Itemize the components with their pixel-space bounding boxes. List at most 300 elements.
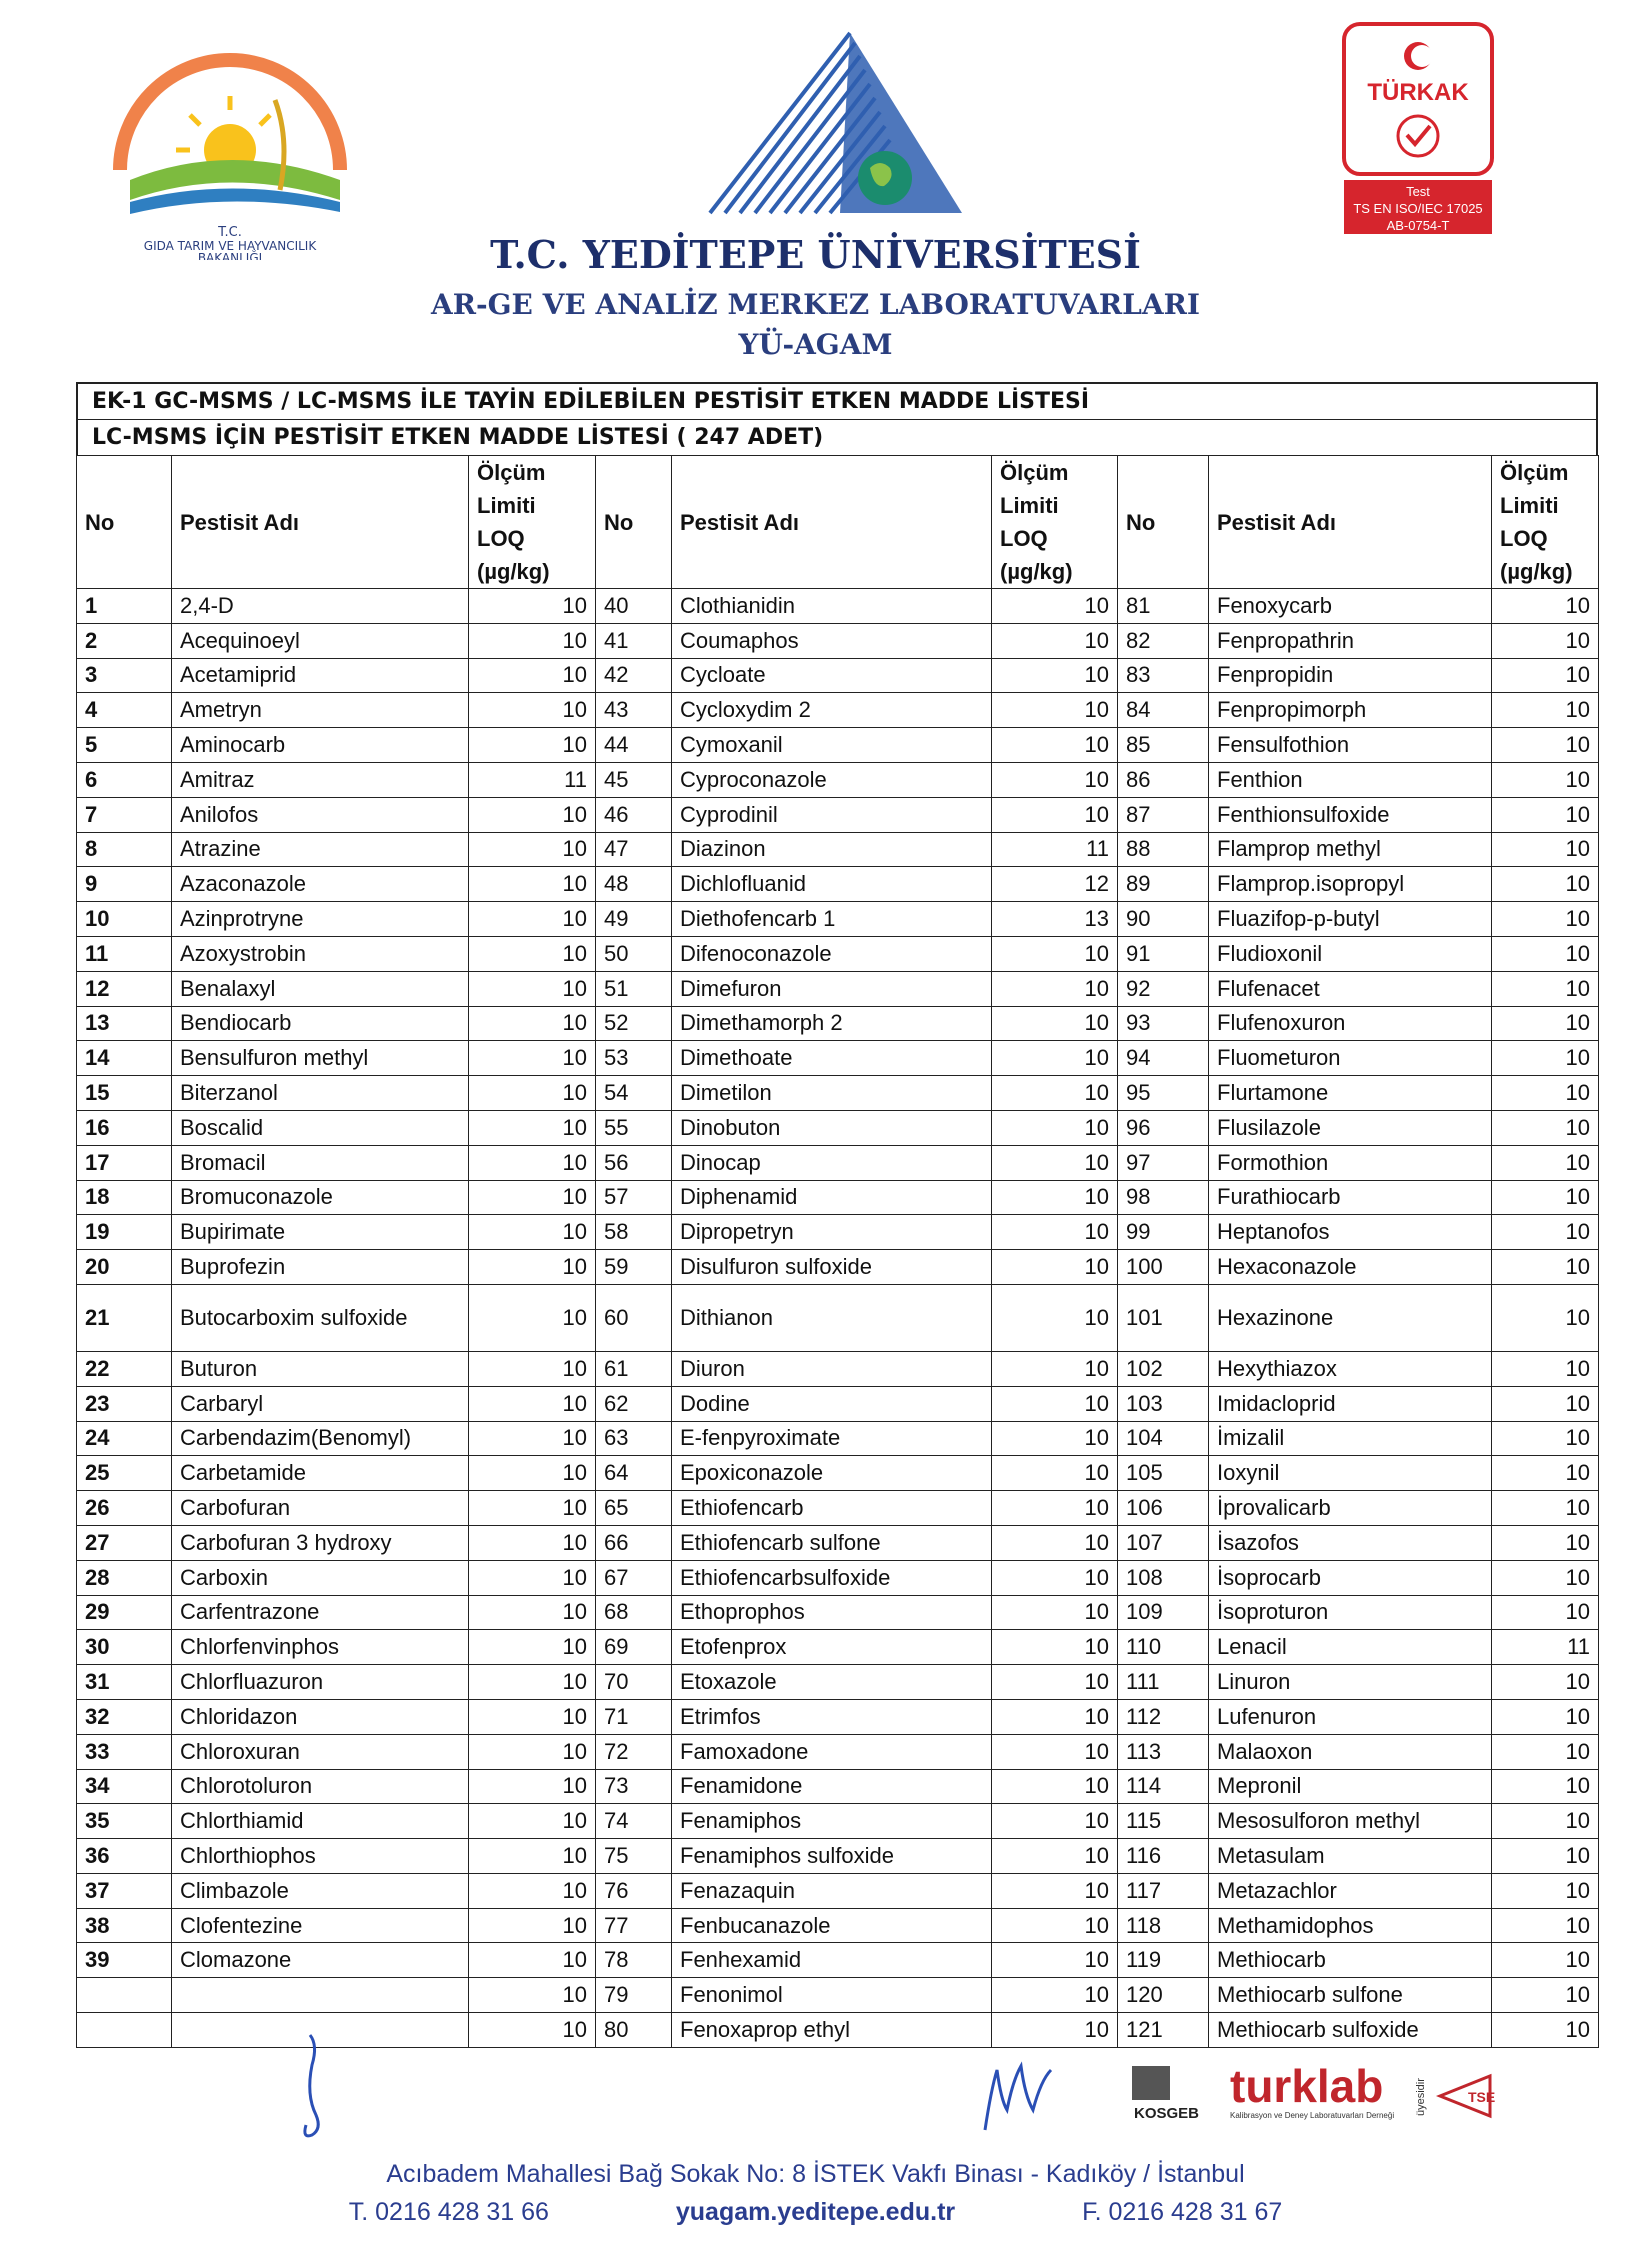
cell-no: 63 bbox=[596, 1421, 672, 1456]
table-row bbox=[77, 1525, 1599, 1560]
cell-loq: 10 bbox=[469, 1180, 596, 1215]
cell-pesticide-name: Carfentrazone bbox=[172, 1595, 469, 1630]
table-row bbox=[77, 1215, 1599, 1250]
cell-pesticide-name: Ethoprophos bbox=[672, 1595, 992, 1630]
table-row bbox=[77, 1665, 1599, 1700]
cell-pesticide-name: Carbofuran bbox=[172, 1491, 469, 1526]
cell-no: 37 bbox=[77, 1873, 172, 1908]
cell-pesticide-name: İprovalicarb bbox=[1209, 1491, 1492, 1526]
cell-pesticide-name: Disulfuron sulfoxide bbox=[672, 1250, 992, 1285]
cell-no: 77 bbox=[596, 1908, 672, 1943]
cell-loq: 10 bbox=[992, 1734, 1118, 1769]
cell-no: 31 bbox=[77, 1665, 172, 1700]
cell-loq: 10 bbox=[992, 1006, 1118, 1041]
table-row bbox=[77, 1180, 1599, 1215]
cell-no: 91 bbox=[1118, 936, 1209, 971]
cell-no: 104 bbox=[1118, 1421, 1209, 1456]
cell-pesticide-name: Carbofuran 3 hydroxy bbox=[172, 1525, 469, 1560]
col-header-no: No bbox=[1118, 456, 1209, 589]
cell-pesticide-name: Methiocarb sulfone bbox=[1209, 1978, 1492, 2013]
cell-loq: 10 bbox=[1492, 623, 1599, 658]
cell-pesticide-name: Fenpropidin bbox=[1209, 658, 1492, 693]
cell-no: 97 bbox=[1118, 1145, 1209, 1180]
cell-pesticide-name: Azoxystrobin bbox=[172, 936, 469, 971]
table-row bbox=[77, 589, 1599, 624]
cell-no: 80 bbox=[596, 2013, 672, 2048]
cell-pesticide-name: Hexazinone bbox=[1209, 1284, 1492, 1351]
table-row bbox=[77, 1041, 1599, 1076]
cell-pesticide-name: E-fenpyroximate bbox=[672, 1421, 992, 1456]
cell-pesticide-name: Dinocap bbox=[672, 1145, 992, 1180]
cell-no: 2 bbox=[77, 623, 172, 658]
cell-loq: 10 bbox=[469, 693, 596, 728]
cell-loq: 10 bbox=[1492, 1491, 1599, 1526]
cell-no: 81 bbox=[1118, 589, 1209, 624]
cell-pesticide-name: İmizalil bbox=[1209, 1421, 1492, 1456]
cell-loq: 10 bbox=[992, 589, 1118, 624]
cell-loq: 10 bbox=[1492, 589, 1599, 624]
table-row bbox=[77, 1630, 1599, 1665]
cell-no: 120 bbox=[1118, 1978, 1209, 2013]
cell-pesticide-name: Cymoxanil bbox=[672, 728, 992, 763]
cell-loq: 10 bbox=[992, 1665, 1118, 1700]
cell-no: 12 bbox=[77, 971, 172, 1006]
cell-no: 92 bbox=[1118, 971, 1209, 1006]
table-row bbox=[77, 1839, 1599, 1874]
cell-pesticide-name: Difenoconazole bbox=[672, 936, 992, 971]
turkak-logo bbox=[1340, 20, 1500, 240]
turkak-name: TÜRKAK bbox=[1367, 79, 1469, 106]
cell-no: 113 bbox=[1118, 1734, 1209, 1769]
cell-loq: 10 bbox=[992, 1180, 1118, 1215]
cell-no: 108 bbox=[1118, 1560, 1209, 1595]
doc-heading-2: LC-MSMS İÇİN PESTİSİT ETKEN MADDE LİSTESİ ( 247 ADET) bbox=[76, 419, 1598, 455]
table-row bbox=[77, 1110, 1599, 1145]
cell-pesticide-name: Fenbucanazole bbox=[672, 1908, 992, 1943]
cell-pesticide-name: İsoproturon bbox=[1209, 1595, 1492, 1630]
cell-no: 47 bbox=[596, 832, 672, 867]
cell-no: 19 bbox=[77, 1215, 172, 1250]
footer-fax: F. 0216 428 31 67 bbox=[1082, 2198, 1283, 2226]
cell-no: 68 bbox=[596, 1595, 672, 1630]
cell-pesticide-name: Flusilazole bbox=[1209, 1110, 1492, 1145]
cell-pesticide-name: Chlorfenvinphos bbox=[172, 1630, 469, 1665]
cell-loq: 10 bbox=[469, 1525, 596, 1560]
col-header-name: Pestisit Adı bbox=[672, 456, 992, 589]
table-row bbox=[77, 1006, 1599, 1041]
cell-no: 44 bbox=[596, 728, 672, 763]
cell-no: 28 bbox=[77, 1560, 172, 1595]
cell-pesticide-name: Dodine bbox=[672, 1386, 992, 1421]
cell-loq: 11 bbox=[469, 762, 596, 797]
col-header-no: No bbox=[77, 456, 172, 589]
cell-no: 100 bbox=[1118, 1250, 1209, 1285]
cell-loq: 10 bbox=[469, 1351, 596, 1386]
cell-no: 82 bbox=[1118, 623, 1209, 658]
cell-pesticide-name: Carbendazim(Benomyl) bbox=[172, 1421, 469, 1456]
signature-left bbox=[280, 2030, 340, 2140]
cell-loq: 10 bbox=[1492, 1804, 1599, 1839]
cell-loq: 10 bbox=[992, 1421, 1118, 1456]
cell-no: 21 bbox=[77, 1284, 172, 1351]
cell-pesticide-name: Methamidophos bbox=[1209, 1908, 1492, 1943]
cell-no: 13 bbox=[77, 1006, 172, 1041]
cell-pesticide-name: Heptanofos bbox=[1209, 1215, 1492, 1250]
cell-loq: 10 bbox=[1492, 1525, 1599, 1560]
cell-loq: 10 bbox=[469, 589, 596, 624]
cell-pesticide-name: Flamprop methyl bbox=[1209, 832, 1492, 867]
cell-no: 114 bbox=[1118, 1769, 1209, 1804]
cell-no: 18 bbox=[77, 1180, 172, 1215]
lab-subtitle: AR-GE VE ANALİZ MERKEZ LABORATUVARLARI bbox=[431, 288, 1200, 321]
cell-no: 62 bbox=[596, 1386, 672, 1421]
cell-no: 78 bbox=[596, 1943, 672, 1978]
cell-loq: 13 bbox=[992, 902, 1118, 937]
cell-loq: 10 bbox=[1492, 658, 1599, 693]
cell-loq: 10 bbox=[992, 1804, 1118, 1839]
cell-no: 105 bbox=[1118, 1456, 1209, 1491]
cell-pesticide-name: Fenamidone bbox=[672, 1769, 992, 1804]
cell-loq: 10 bbox=[469, 623, 596, 658]
cell-pesticide-name: Dinobuton bbox=[672, 1110, 992, 1145]
kosgeb-text: KOSGEB bbox=[1134, 2105, 1200, 2122]
cell-loq: 10 bbox=[1492, 797, 1599, 832]
cell-pesticide-name: Cyproconazole bbox=[672, 762, 992, 797]
cell-no: 17 bbox=[77, 1145, 172, 1180]
cell-pesticide-name: Bensulfuron methyl bbox=[172, 1041, 469, 1076]
university-title: T.C. YEDİTEPE ÜNİVERSİTESİ bbox=[490, 232, 1141, 277]
cell-loq: 10 bbox=[469, 936, 596, 971]
cell-pesticide-name: Buprofezin bbox=[172, 1250, 469, 1285]
cell-no: 53 bbox=[596, 1041, 672, 1076]
cell-pesticide-name: Carbetamide bbox=[172, 1456, 469, 1491]
cell-no: 118 bbox=[1118, 1908, 1209, 1943]
cell-loq: 10 bbox=[992, 728, 1118, 763]
table-row bbox=[77, 1560, 1599, 1595]
cell-loq: 10 bbox=[469, 2013, 596, 2048]
cell-no: 106 bbox=[1118, 1491, 1209, 1526]
ministry-line3: BAKANLIĞI bbox=[197, 251, 263, 260]
cell-pesticide-name: Flufenoxuron bbox=[1209, 1006, 1492, 1041]
table-row bbox=[77, 1769, 1599, 1804]
cell-no: 57 bbox=[596, 1180, 672, 1215]
cell-loq: 10 bbox=[992, 1525, 1118, 1560]
table-row bbox=[77, 693, 1599, 728]
cell-loq: 10 bbox=[469, 1041, 596, 1076]
cell-no: 90 bbox=[1118, 902, 1209, 937]
cell-loq: 10 bbox=[992, 1215, 1118, 1250]
table-row bbox=[77, 1699, 1599, 1734]
cell-pesticide-name: Lenacil bbox=[1209, 1630, 1492, 1665]
table-row bbox=[77, 832, 1599, 867]
cell-loq: 10 bbox=[469, 1250, 596, 1285]
cell-no: 39 bbox=[77, 1943, 172, 1978]
cell-loq: 10 bbox=[992, 693, 1118, 728]
table-body bbox=[77, 589, 1599, 2048]
cell-no: 38 bbox=[77, 1908, 172, 1943]
cell-loq: 10 bbox=[992, 2013, 1118, 2048]
cell-no: 102 bbox=[1118, 1351, 1209, 1386]
table-row bbox=[77, 1250, 1599, 1285]
university-logo bbox=[700, 28, 970, 218]
cell-no: 85 bbox=[1118, 728, 1209, 763]
cell-loq: 10 bbox=[1492, 1145, 1599, 1180]
cell-loq: 10 bbox=[469, 1076, 596, 1111]
cell-pesticide-name: Clomazone bbox=[172, 1943, 469, 1978]
cell-pesticide-name: Bromuconazole bbox=[172, 1180, 469, 1215]
table-row bbox=[77, 971, 1599, 1006]
cell-pesticide-name: Fenamiphos sulfoxide bbox=[672, 1839, 992, 1874]
cell-pesticide-name: Fenamiphos bbox=[672, 1804, 992, 1839]
cell-pesticide-name: 2,4-D bbox=[172, 589, 469, 624]
cell-no: 54 bbox=[596, 1076, 672, 1111]
cell-no: 29 bbox=[77, 1595, 172, 1630]
cell-no: 88 bbox=[1118, 832, 1209, 867]
cell-no: 111 bbox=[1118, 1665, 1209, 1700]
table-row bbox=[77, 1351, 1599, 1386]
table-header-row bbox=[77, 456, 1599, 589]
cell-no bbox=[77, 2013, 172, 2048]
table-row bbox=[77, 797, 1599, 832]
table-row bbox=[77, 1386, 1599, 1421]
cell-pesticide-name: Ametryn bbox=[172, 693, 469, 728]
footer-website[interactable]: yuagam.yeditepe.edu.tr bbox=[675, 2198, 956, 2226]
cell-no: 61 bbox=[596, 1351, 672, 1386]
cell-no: 101 bbox=[1118, 1284, 1209, 1351]
cell-pesticide-name: Fenthion bbox=[1209, 762, 1492, 797]
cell-no: 73 bbox=[596, 1769, 672, 1804]
cell-pesticide-name: Ethiofencarbsulfoxide bbox=[672, 1560, 992, 1595]
cell-pesticide-name: Fluometuron bbox=[1209, 1041, 1492, 1076]
cell-loq: 10 bbox=[1492, 2013, 1599, 2048]
cell-pesticide-name: Dipropetryn bbox=[672, 1215, 992, 1250]
cell-no: 51 bbox=[596, 971, 672, 1006]
cell-no: 95 bbox=[1118, 1076, 1209, 1111]
cell-no: 26 bbox=[77, 1491, 172, 1526]
cell-loq: 10 bbox=[992, 1560, 1118, 1595]
cell-pesticide-name: Chlorotoluron bbox=[172, 1769, 469, 1804]
cell-loq: 10 bbox=[992, 658, 1118, 693]
table-row bbox=[77, 1595, 1599, 1630]
cell-pesticide-name: Diuron bbox=[672, 1351, 992, 1386]
cell-pesticide-name: Mepronil bbox=[1209, 1769, 1492, 1804]
cell-no: 96 bbox=[1118, 1110, 1209, 1145]
col-header-no: No bbox=[596, 456, 672, 589]
cell-loq: 10 bbox=[469, 1110, 596, 1145]
cell-loq: 10 bbox=[1492, 762, 1599, 797]
cell-no: 70 bbox=[596, 1665, 672, 1700]
table-row bbox=[77, 902, 1599, 937]
cell-pesticide-name: Anilofos bbox=[172, 797, 469, 832]
cell-loq: 10 bbox=[1492, 1110, 1599, 1145]
cell-pesticide-name: Ethiofencarb sulfone bbox=[672, 1525, 992, 1560]
lab-abbreviation: YÜ-AGAM bbox=[738, 328, 893, 361]
cell-pesticide-name: Dimethamorph 2 bbox=[672, 1006, 992, 1041]
cell-pesticide-name: Fenoxaprop ethyl bbox=[672, 2013, 992, 2048]
footer-contact bbox=[0, 2198, 1631, 2227]
cell-no: 117 bbox=[1118, 1873, 1209, 1908]
cell-loq: 10 bbox=[469, 1908, 596, 1943]
cell-no: 22 bbox=[77, 1351, 172, 1386]
ministry-line1: T.C. bbox=[218, 225, 242, 240]
cell-loq: 10 bbox=[992, 1145, 1118, 1180]
cell-pesticide-name: Boscalid bbox=[172, 1110, 469, 1145]
cell-loq: 10 bbox=[469, 1006, 596, 1041]
cell-loq: 10 bbox=[1492, 867, 1599, 902]
cell-pesticide-name: Fenpropimorph bbox=[1209, 693, 1492, 728]
cell-loq: 10 bbox=[1492, 1665, 1599, 1700]
cell-pesticide-name: Ioxynil bbox=[1209, 1456, 1492, 1491]
cell-loq: 10 bbox=[1492, 1041, 1599, 1076]
cell-loq: 10 bbox=[1492, 1215, 1599, 1250]
cell-no: 8 bbox=[77, 832, 172, 867]
cell-no: 79 bbox=[596, 1978, 672, 2013]
table-row bbox=[77, 762, 1599, 797]
cell-loq: 10 bbox=[469, 1215, 596, 1250]
cell-loq: 10 bbox=[469, 867, 596, 902]
cell-loq: 10 bbox=[469, 728, 596, 763]
cell-no: 59 bbox=[596, 1250, 672, 1285]
cell-pesticide-name: Hexythiazox bbox=[1209, 1351, 1492, 1386]
cell-loq: 10 bbox=[1492, 1978, 1599, 2013]
cell-loq: 10 bbox=[469, 658, 596, 693]
cell-loq: 10 bbox=[469, 1943, 596, 1978]
cell-no: 1 bbox=[77, 589, 172, 624]
cell-pesticide-name: Fludioxonil bbox=[1209, 936, 1492, 971]
cell-loq: 10 bbox=[992, 1769, 1118, 1804]
pesticide-table bbox=[76, 455, 1599, 2048]
cell-pesticide-name: Cyprodinil bbox=[672, 797, 992, 832]
cell-no: 84 bbox=[1118, 693, 1209, 728]
cell-no: 74 bbox=[596, 1804, 672, 1839]
cell-no bbox=[77, 1978, 172, 2013]
cell-loq: 10 bbox=[1492, 1943, 1599, 1978]
cell-pesticide-name: Fenonimol bbox=[672, 1978, 992, 2013]
col-header-loq: Ölçüm Limiti LOQ (µg/kg) bbox=[1492, 456, 1599, 589]
footer-phone: T. 0216 428 31 66 bbox=[348, 2198, 549, 2226]
cell-no: 46 bbox=[596, 797, 672, 832]
cell-loq: 10 bbox=[992, 1630, 1118, 1665]
table-row bbox=[77, 867, 1599, 902]
turkak-line1: Test bbox=[1406, 184, 1430, 199]
cell-pesticide-name: Mesosulforon methyl bbox=[1209, 1804, 1492, 1839]
cell-pesticide-name: Linuron bbox=[1209, 1665, 1492, 1700]
cell-no: 42 bbox=[596, 658, 672, 693]
cell-loq: 10 bbox=[469, 1734, 596, 1769]
cell-no: 23 bbox=[77, 1386, 172, 1421]
cell-loq: 10 bbox=[992, 1386, 1118, 1421]
cell-loq: 10 bbox=[1492, 936, 1599, 971]
cell-loq: 10 bbox=[992, 936, 1118, 971]
cell-pesticide-name: Amitraz bbox=[172, 762, 469, 797]
cell-no: 30 bbox=[77, 1630, 172, 1665]
cell-pesticide-name: Bendiocarb bbox=[172, 1006, 469, 1041]
turkak-line3: AB-0754-T bbox=[1386, 218, 1450, 233]
table-row bbox=[77, 1456, 1599, 1491]
cell-pesticide-name: Clofentezine bbox=[172, 1908, 469, 1943]
cell-loq: 10 bbox=[469, 1491, 596, 1526]
cell-pesticide-name: Coumaphos bbox=[672, 623, 992, 658]
cell-loq: 10 bbox=[992, 1351, 1118, 1386]
cell-no: 4 bbox=[77, 693, 172, 728]
cell-pesticide-name: Famoxadone bbox=[672, 1734, 992, 1769]
cell-pesticide-name: Carboxin bbox=[172, 1560, 469, 1595]
table-row bbox=[77, 1491, 1599, 1526]
table-row bbox=[77, 1908, 1599, 1943]
cell-pesticide-name: Dichlofluanid bbox=[672, 867, 992, 902]
cell-loq: 10 bbox=[1492, 1560, 1599, 1595]
cell-loq: 10 bbox=[469, 1873, 596, 1908]
turkak-line2: TS EN ISO/IEC 17025 bbox=[1353, 201, 1483, 216]
cell-loq: 10 bbox=[992, 1873, 1118, 1908]
cell-loq: 10 bbox=[1492, 1595, 1599, 1630]
cell-no: 55 bbox=[596, 1110, 672, 1145]
cell-pesticide-name: İsoprocarb bbox=[1209, 1560, 1492, 1595]
cell-pesticide-name: Flamprop.isopropyl bbox=[1209, 867, 1492, 902]
cell-pesticide-name: Chloroxuran bbox=[172, 1734, 469, 1769]
cell-pesticide-name: Chloridazon bbox=[172, 1699, 469, 1734]
cell-pesticide-name: Dimetilon bbox=[672, 1076, 992, 1111]
cell-loq: 10 bbox=[469, 1699, 596, 1734]
uyesidir-text: üyesidir bbox=[1415, 2078, 1427, 2116]
cell-loq: 10 bbox=[469, 1560, 596, 1595]
cell-loq: 10 bbox=[992, 1908, 1118, 1943]
cell-loq: 10 bbox=[469, 832, 596, 867]
pesticide-table-frame bbox=[76, 382, 1598, 2048]
cell-no: 45 bbox=[596, 762, 672, 797]
cell-no: 64 bbox=[596, 1456, 672, 1491]
cell-loq: 10 bbox=[469, 1456, 596, 1491]
cell-pesticide-name: Chlorfluazuron bbox=[172, 1665, 469, 1700]
cell-no: 83 bbox=[1118, 658, 1209, 693]
cell-loq: 10 bbox=[992, 1041, 1118, 1076]
cell-loq: 10 bbox=[469, 1421, 596, 1456]
cell-loq: 10 bbox=[1492, 1839, 1599, 1874]
cell-loq: 10 bbox=[469, 1978, 596, 2013]
cell-pesticide-name: Bupirimate bbox=[172, 1215, 469, 1250]
cell-pesticide-name: Butocarboxim sulfoxide bbox=[172, 1284, 469, 1351]
cell-no: 34 bbox=[77, 1769, 172, 1804]
cell-loq: 10 bbox=[992, 1839, 1118, 1874]
cell-loq: 10 bbox=[992, 1595, 1118, 1630]
cell-loq: 10 bbox=[1492, 1006, 1599, 1041]
cell-no: 20 bbox=[77, 1250, 172, 1285]
cell-pesticide-name: Dimefuron bbox=[672, 971, 992, 1006]
cell-no: 43 bbox=[596, 693, 672, 728]
table-row bbox=[77, 1421, 1599, 1456]
cell-loq: 12 bbox=[992, 867, 1118, 902]
cell-pesticide-name: Imidacloprid bbox=[1209, 1386, 1492, 1421]
cell-pesticide-name: Formothion bbox=[1209, 1145, 1492, 1180]
cell-no: 89 bbox=[1118, 867, 1209, 902]
cell-no: 27 bbox=[77, 1525, 172, 1560]
table-row bbox=[77, 728, 1599, 763]
cell-no: 9 bbox=[77, 867, 172, 902]
cell-loq: 10 bbox=[1492, 971, 1599, 1006]
cell-pesticide-name: Flufenacet bbox=[1209, 971, 1492, 1006]
cell-loq: 10 bbox=[1492, 1699, 1599, 1734]
cell-pesticide-name: Carbaryl bbox=[172, 1386, 469, 1421]
cell-no: 121 bbox=[1118, 2013, 1209, 2048]
cell-loq: 10 bbox=[469, 1595, 596, 1630]
table-row bbox=[77, 658, 1599, 693]
cell-no: 15 bbox=[77, 1076, 172, 1111]
table-row bbox=[77, 1145, 1599, 1180]
cell-pesticide-name: Acetamiprid bbox=[172, 658, 469, 693]
table-row bbox=[77, 1873, 1599, 1908]
cell-no: 75 bbox=[596, 1839, 672, 1874]
cell-no: 11 bbox=[77, 936, 172, 971]
